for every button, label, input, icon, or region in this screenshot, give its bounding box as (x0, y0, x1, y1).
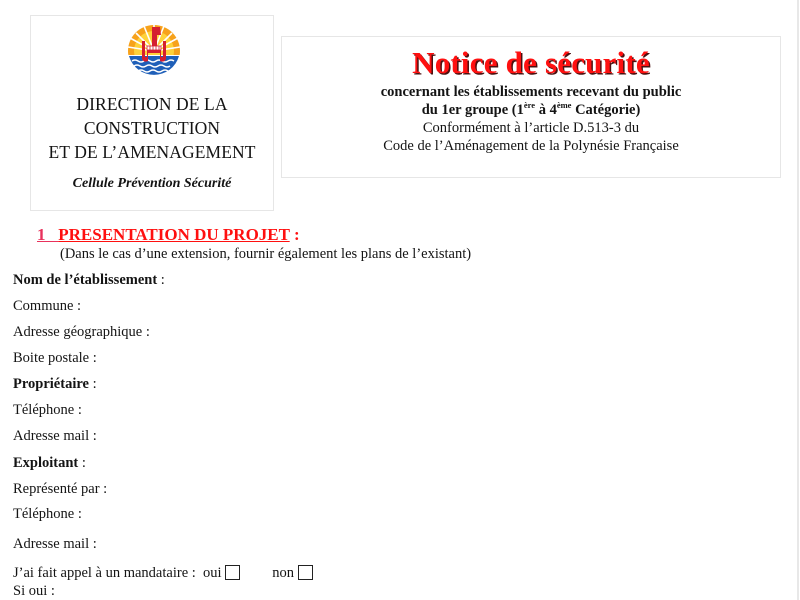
field-mandataire (13, 564, 313, 582)
field-exploitant (13, 454, 86, 472)
field-exploitant-telephone: Téléphone : (13, 506, 82, 522)
field-boite-postale: Boite postale : (13, 350, 97, 366)
section-number-spacer (46, 225, 59, 244)
field-label-suffix: : (157, 272, 165, 288)
field-label: Nom de l’établissement (13, 272, 158, 288)
document-title: Notice de sécurité (412, 45, 650, 80)
field-label: Propriétaire (13, 376, 89, 392)
field-label-suffix: : (78, 455, 86, 471)
field-proprietaire (13, 375, 97, 393)
field-si-oui: Si oui : (13, 583, 55, 599)
page-edge (797, 0, 799, 600)
mandataire-oui-checkbox[interactable] (225, 565, 240, 580)
notice-subtitle-line2 (282, 101, 780, 119)
mandataire-non-checkbox[interactable] (298, 565, 313, 580)
field-represente-par: Représenté par : (13, 481, 108, 497)
legal-reference-line1: Conformément à l’article D.513-3 du (422, 120, 640, 136)
field-proprietaire-mail: Adresse mail : (13, 428, 97, 444)
organization-name-line: CONSTRUCTION (83, 118, 221, 138)
section-note: (Dans le cas d’une extension, fournir également les plans de l’existant) (60, 246, 472, 262)
organization-name (31, 92, 273, 164)
field-commune: Commune : (13, 298, 82, 314)
notice-subtitle-line1: concernant les établissements recevant du public (380, 84, 682, 100)
option-non-label: non (272, 565, 294, 581)
subtitle-prefix: du 1er groupe (1 (421, 102, 524, 118)
coat-of-arms-logo-icon (126, 23, 182, 79)
subtitle-mid: à 4 (535, 102, 557, 118)
organization-unit: Cellule Prévention Sécurité (72, 176, 232, 191)
option-oui-label: oui (203, 565, 222, 581)
section-number: 1 (37, 225, 46, 244)
section-colon: : (289, 225, 300, 244)
organization-name-line: ET DE L’AMENAGEMENT (48, 142, 256, 162)
organization-header-box (30, 15, 274, 211)
field-label: Exploitant (13, 455, 79, 471)
field-exploitant-mail: Adresse mail : (13, 536, 97, 552)
superscript-eme: ème (556, 100, 572, 110)
field-proprietaire-telephone: Téléphone : (13, 402, 82, 418)
subtitle-suffix: Catégorie) (571, 102, 641, 118)
mandataire-label: J’ai fait appel à un mandataire : (13, 565, 196, 581)
superscript-ere: ère (523, 100, 536, 110)
field-adresse-geographique: Adresse géographique : (13, 324, 150, 340)
section-heading (37, 224, 300, 246)
section-title: PRESENTATION DU PROJET (58, 225, 290, 244)
field-nom-etablissement (13, 271, 165, 289)
notice-title-box (281, 36, 781, 178)
field-label-suffix: : (88, 376, 97, 392)
organization-name-line: DIRECTION DE LA (76, 94, 228, 114)
legal-reference-line2: Code de l’Aménagement de la Polynésie Française (383, 138, 679, 154)
